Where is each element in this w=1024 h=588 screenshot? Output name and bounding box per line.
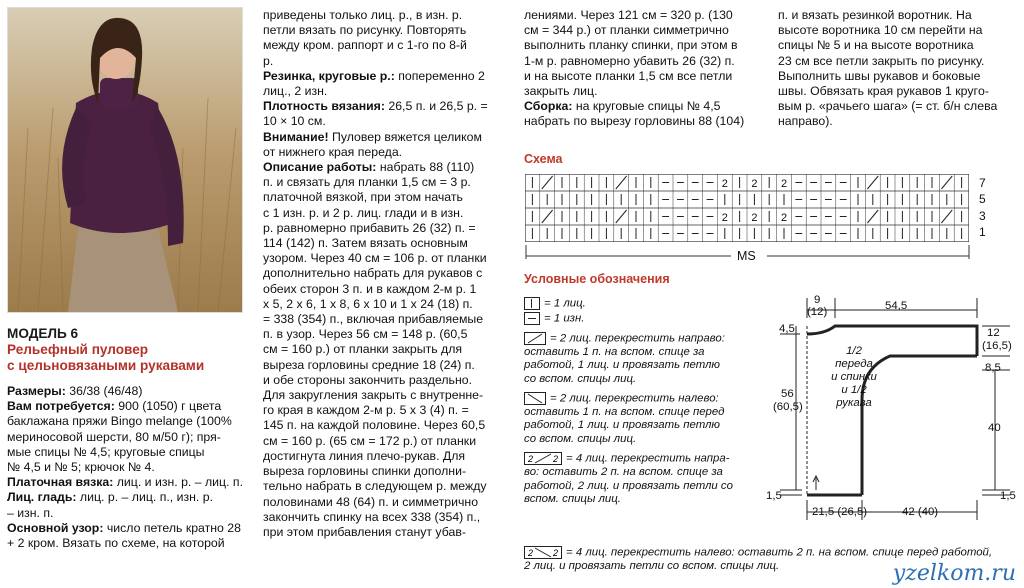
- description-line: п. и связать для планки 1,5 см = 3 р.: [263, 175, 471, 190]
- dim-16-5: (16,5): [982, 340, 1012, 352]
- description-line: выреза горловины спинки дополни-: [263, 464, 467, 479]
- description-line: узором. Через 40 см = 106 р. от планки: [263, 251, 487, 266]
- vnim-line-2: от нижнего края переда.: [263, 144, 403, 159]
- cross-left-4-digit-b: 2: [553, 548, 559, 558]
- need-line-2: баклажана пряжи Bingo melange (100%: [7, 414, 232, 429]
- dim-60-5: (60,5): [773, 401, 803, 413]
- description-body: [263, 175, 508, 540]
- description-line: 114 (142) п. Затем вязать основным: [263, 236, 468, 251]
- col4-line: вым р. «рачьего шага» (= ст. б/н слева: [778, 99, 998, 114]
- row-number-7: 7: [979, 176, 986, 190]
- legend-row-purl: = 1 изн.: [524, 312, 814, 330]
- legend-row-cross-left-4: 2 2 = 4 лиц. перекрестить налево: оставить 2 п. на вспом. спице перед работой, 2 лиц. и провязать петли со вспом. спицы лиц.: [524, 546, 993, 572]
- cable-count-mark: 2: [751, 178, 758, 190]
- rez-line: Резинка, круговые р.: попеременно 2: [263, 68, 485, 83]
- column-4: [778, 8, 1018, 130]
- col4-line: направо).: [778, 114, 833, 129]
- description-line: х 5, 2 х 6, 1 х 8, 6 х 10 и 1 х 24 (18) п.: [263, 296, 473, 311]
- dim-9: 9: [814, 294, 821, 306]
- cross-left-4-digit-a: 2: [528, 548, 534, 558]
- col4-line: п. и вязать резинкой воротник. На: [778, 8, 972, 22]
- cross-right-2-icon: [524, 332, 546, 345]
- knit-stitch-mark: [616, 210, 627, 223]
- col3-line: и на высоте планки 1,5 см все петли: [524, 68, 733, 83]
- description-line: при этом прибавления станут убав-: [263, 524, 466, 539]
- col2-line: петли вязать по рисунку. Повторять: [263, 23, 467, 38]
- description-line: см = 160 р. (65 см = 172 р.) от планки: [263, 433, 477, 448]
- plot-line-2: 10 × 10 см.: [263, 114, 326, 129]
- dim-42: 42 (40): [902, 506, 939, 518]
- sizes-line: Размеры: 36/38 (46/48): [7, 384, 143, 398]
- row-number-3: 3: [979, 209, 986, 223]
- glad-line: Лиц. гладь: лиц. р. – лиц. п., изн. р.: [7, 490, 213, 505]
- legend-row-cross-left-2: = 2 лиц. перекрестить налево: оставить 1 п. на вспом. спице перед работой, 1 лиц. и провязать петлю со вспом. спицы лиц.: [524, 392, 725, 445]
- model-subtitle-1: Рельефный пуловер: [7, 342, 149, 357]
- description-line: достигнута линия плечо-рукав. Для: [263, 448, 466, 463]
- col3-line: см = 344 р.) от планки симметрично: [524, 23, 729, 38]
- cross-right-4-digit-a: 2: [528, 454, 534, 465]
- need-line: Вам потребуется: 900 (1050) г цвета: [7, 399, 222, 414]
- col4-line: 23 см все петли закрыть по рисунку.: [778, 53, 985, 68]
- osn-line-2: + 2 кром. Вязать по схеме, на которой: [7, 536, 225, 551]
- description-line: Для закругления закрыть с внутренне-: [263, 388, 484, 403]
- rez-line-2: лиц., 2 изн.: [263, 84, 328, 99]
- column-3: [524, 8, 764, 130]
- cable-count-mark: 2: [751, 212, 758, 224]
- description-line: с 1 изн. р. и 2 р. лиц. глади и в изн.: [263, 205, 464, 220]
- col3-line: 1-м р. равномерно убавить 26 (32) п.: [524, 53, 735, 68]
- dim-1-5-right: 1,5: [1000, 490, 1016, 502]
- col2-line: между кром. раппорт и с 1-го по 8-й: [263, 38, 467, 53]
- knit-stitch-mark: [941, 210, 952, 223]
- dim-40: 40: [988, 422, 1001, 434]
- sborka-line-2: набрать по вырезу горловины 88 (104): [524, 114, 745, 129]
- col4-line: спицы № 5 и на высоте воротника: [778, 38, 974, 53]
- knit-stitch-mark: [941, 176, 952, 189]
- description-line: го края в каждом 2-м р. 5 х 3 (4) п. =: [263, 403, 469, 418]
- description-line: половинами 48 (64) п. и симметрично: [263, 494, 479, 509]
- sborka-line: Сборка: на круговые спицы № 4,5: [524, 99, 721, 114]
- plat-line: Платочная вязка: лиц. и изн. р. – лиц. п.: [7, 475, 244, 490]
- description-line: тельно набрать в следующем р. между: [263, 479, 487, 494]
- legend-row-cross-right-2: = 2 лиц. перекрестить направо: оставить 1 п. на вспом. спице за работой, 1 лиц. и провязать петлю со вспом. спицы лиц.: [524, 332, 725, 385]
- col4-line: высоте воротника 10 см перейти на: [778, 23, 983, 38]
- legend-title: Условные обозначения: [524, 272, 670, 286]
- col4-line: Выполнить швы рукавов и боковые: [778, 68, 981, 83]
- osn-line: Основной узор: число петель кратно 28: [7, 520, 241, 535]
- left-column: [7, 326, 247, 551]
- dim-56: 56: [781, 388, 794, 400]
- knitting-chart: [525, 174, 969, 242]
- scheme-title: Схема: [524, 152, 563, 166]
- row-number-1: 1: [979, 225, 986, 239]
- cross-right-4-digit-b: 2: [553, 454, 559, 465]
- model-photo-illustration: [8, 8, 242, 312]
- opis-line: Описание работы: набрать 88 (110): [263, 160, 475, 175]
- description-line: закончить спинку на всех 338 (354) п.,: [263, 509, 481, 524]
- legend-row-cross-right-4: 2 2 = 4 лиц. перекрестить напра- во: оставить 2 п. на вспом. спице за работой, 2 лиц. и провязать петли со вспом. спицы лиц.: [524, 452, 733, 506]
- description-line: см = 160 р.) от планки закрыть для: [263, 342, 463, 357]
- cross-left-4-icon: [524, 546, 562, 559]
- dim-54-5: 54,5: [885, 300, 908, 312]
- cable-count-mark: 2: [781, 178, 788, 190]
- knit-stitch-mark: [542, 210, 553, 223]
- row-number-5: 5: [979, 192, 986, 206]
- model-subtitle-2: с цельновязаными рукавами: [7, 358, 205, 373]
- knit-symbol-icon: [524, 297, 540, 310]
- pattern-diagram: [770, 290, 1020, 530]
- cable-count-mark: 2: [721, 212, 728, 224]
- description-line: выреза горловины средние 18 (24) п.: [263, 357, 475, 372]
- legend-row-knit: = 1 лиц.: [524, 297, 814, 312]
- need-line-5: № 4,5 и № 5; крючок № 4.: [7, 460, 155, 475]
- knit-stitch-mark: [542, 176, 553, 189]
- col3-line: закрыть лиц.: [524, 84, 598, 99]
- col3-line: выполнить планку спинки, при этом в: [524, 38, 738, 53]
- description-line: р. равномерно прибавить 26 (32) п. =: [263, 220, 476, 235]
- description-line: обеих сторон 3 п. и в каждом 2-м р. 1: [263, 281, 477, 296]
- column-2: [263, 8, 508, 540]
- dim-12: (12): [807, 306, 828, 318]
- cable-count-mark: 2: [721, 178, 728, 190]
- ms-label: MS: [737, 249, 756, 263]
- dim-4-5: 4,5: [779, 323, 795, 335]
- model-photo: [7, 7, 243, 313]
- cable-count-mark: 2: [781, 212, 788, 224]
- description-line: = 338 (354) п., включая прибавляемые: [263, 312, 484, 327]
- plot-line: Плотность вязания: 26,5 п. и 26,5 р. =: [263, 99, 488, 114]
- watermark: yzelkom.ru: [892, 561, 1016, 586]
- col2-line: р.: [263, 53, 274, 68]
- dim-8-5: 8,5: [985, 362, 1001, 374]
- description-line: дополнительно набрать для рукавов с: [263, 266, 483, 281]
- dim-12-right: 12: [987, 327, 1000, 339]
- glad-line-2: – изн. п.: [7, 505, 54, 520]
- purl-symbol-icon: [524, 312, 540, 325]
- description-line: платочной вязкой, при этом начать: [263, 190, 463, 205]
- knit-stitch-mark: [867, 176, 878, 189]
- description-line: 145 п. на каждой половине. Через 60,5: [263, 418, 486, 433]
- col4-line: швы. Обвязать края рукавов 1 кругo-: [778, 84, 989, 99]
- vnim-line: Внимание! Пуловер вяжется целиком: [263, 129, 482, 144]
- dim-1-5-left: 1,5: [766, 490, 782, 502]
- col3-line: лениями. Через 121 см = 320 р. (130: [524, 8, 733, 22]
- cross-left-2-icon: [524, 392, 546, 405]
- model-title: МОДЕЛЬ 6: [7, 326, 79, 341]
- piece-label: 1/2 переда и спинки и 1/2 рукава: [831, 345, 877, 409]
- need-line-4: мые спицы № 4,5; круговые спицы: [7, 444, 205, 459]
- cross-right-4-icon: [524, 452, 562, 465]
- knit-stitch-mark: [867, 210, 878, 223]
- col2-line: приведены только лиц. р., в изн. р.: [263, 8, 463, 22]
- need-line-3: мериносовой шерсти, 80 м/50 г); пря-: [7, 429, 221, 444]
- description-line: п. в узор. Через 56 см = 148 р. (60,5: [263, 327, 468, 342]
- dim-21-5: 21,5 (26,5): [812, 506, 868, 518]
- description-line: и обе стороны закончить раздельно.: [263, 372, 472, 387]
- knit-stitch-mark: [616, 176, 627, 189]
